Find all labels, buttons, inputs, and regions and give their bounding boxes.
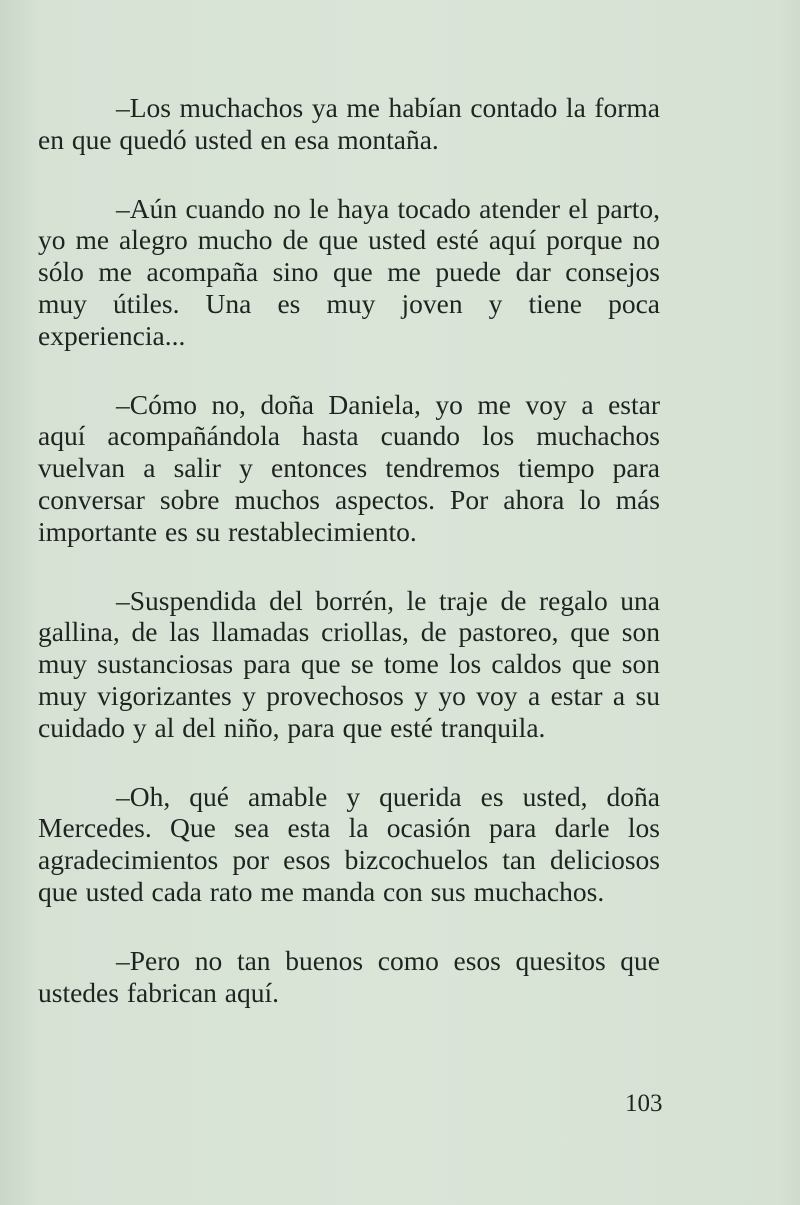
- paragraph-2: –Aún cuando no le haya tocado atender el parto, yo me alegro mucho de que usted esté aquí porque no sólo me acompaña sino que me puede dar consejos muy útiles. Una es muy joven y tiene poca experiencia...: [38, 192, 660, 351]
- paragraph-3: –Cómo no, doña Daniela, yo me voy a estar aquí acompañándola hasta cuando los muchachos vuelvan a salir y entonces tendremos tiempo para conversar sobre muchos aspectos. Por ahora lo más importante es su restablecimiento.: [38, 388, 660, 547]
- paragraph-4: –Suspendida del borrén, le traje de regalo una gallina, de las llamadas criollas, de pastoreo, que son muy sustanciosas para que se tome los caldos que son muy vigorizantes y provechosos y yo voy a estar a su cuidado y al del niño, para que esté tranquila.: [38, 584, 660, 743]
- paragraph-1: –Los muchachos ya me habían contado la forma en que quedó usted en esa montaña.: [38, 92, 660, 155]
- page-number: 103: [625, 1090, 663, 1117]
- book-page: [38, 92, 660, 1172]
- paragraph-6: –Pero no tan buenos como esos quesitos que ustedes fabrican aquí.: [38, 944, 660, 1008]
- paragraph-5: –Oh, qué amable y querida es usted, doña Mercedes. Que sea esta la ocasión para darle los agradecimientos por esos bizcochuelos tan deliciosos que usted cada rato me manda con sus muchachos.: [38, 780, 660, 907]
